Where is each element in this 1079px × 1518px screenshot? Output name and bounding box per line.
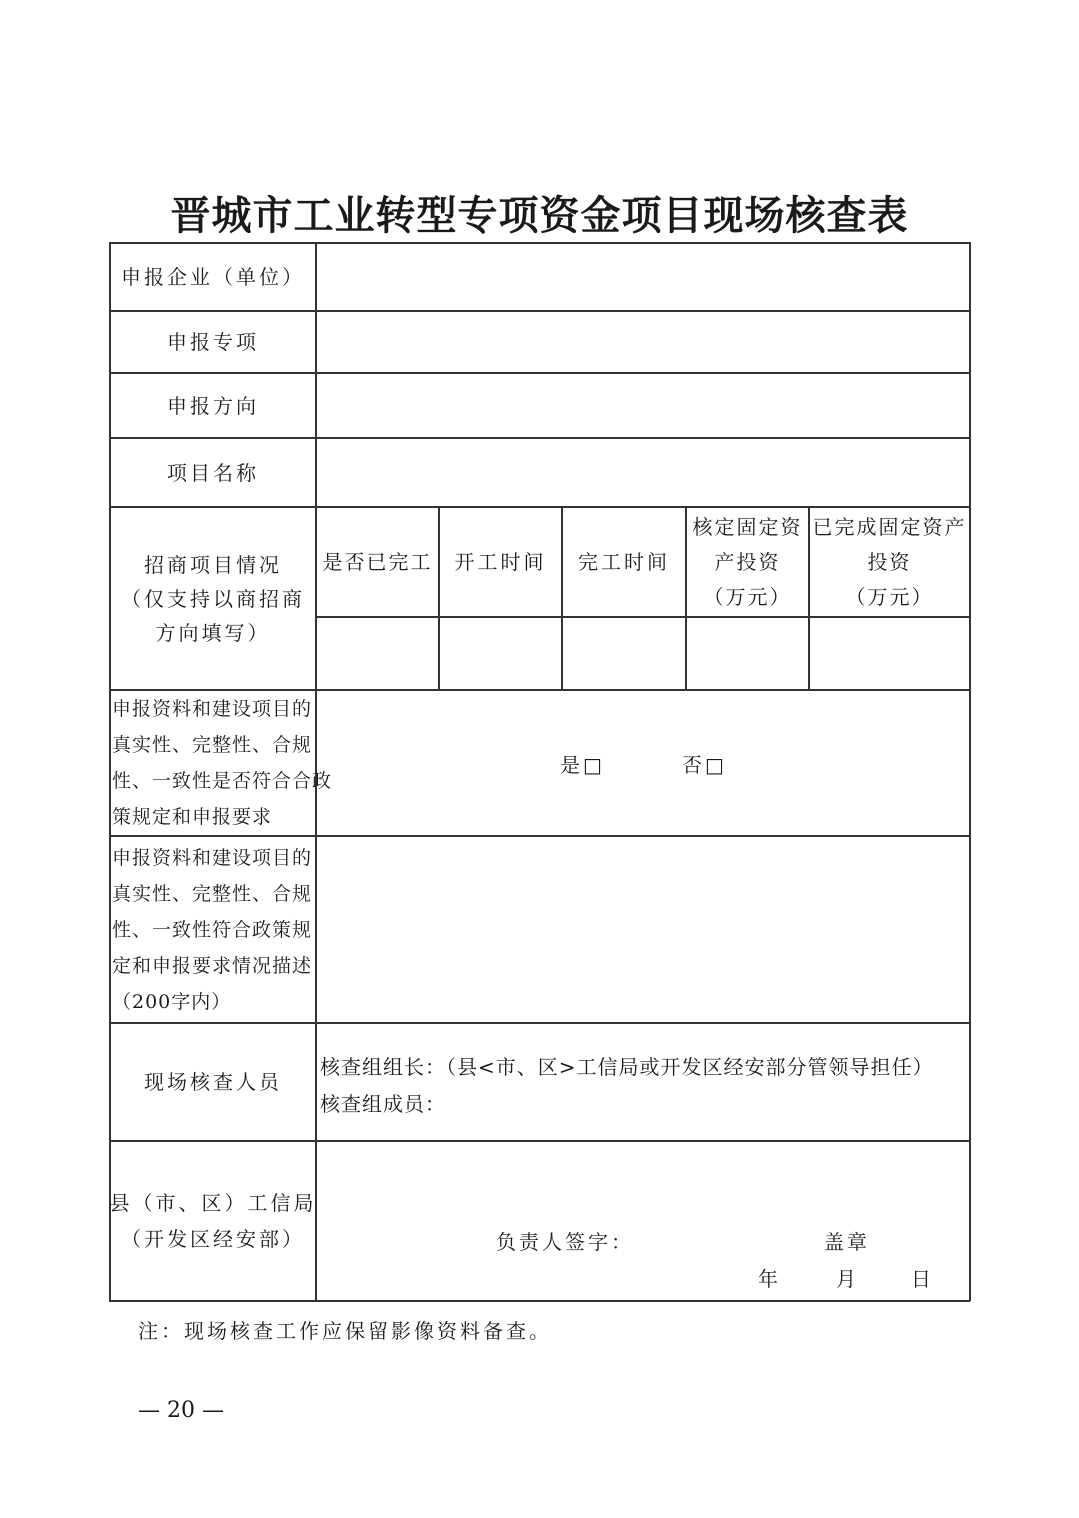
description-field[interactable] [317,837,969,1022]
start-time-field[interactable] [440,618,561,689]
approved-investment-field[interactable] [687,618,808,689]
description-label-line: 定和申报要求情况描述 [112,954,313,977]
applicant-label [111,244,315,310]
description-label [112,837,315,1022]
col-finish-header [563,508,685,616]
direction-field[interactable] [317,374,969,437]
table-border-bottom [109,1300,970,1302]
col-completed-text: 是否已完工 [322,550,433,574]
special-item-label [111,312,315,372]
done-investment-field[interactable] [810,618,969,689]
project-name-field[interactable] [317,439,969,506]
no-checkbox-label: 否□ [682,753,727,777]
description-label-line: 真实性、完整性、合规 [112,882,313,905]
compliance-label [112,691,333,835]
investment-label-line: （仅支持以商招商 [121,586,305,611]
special-item-field[interactable] [317,312,969,372]
description-label-line: 性、一致性符合政策规 [112,918,313,941]
investment-label-line: 招商项目情况 [144,552,282,577]
col-done-line: 已完成固定资产 [812,514,967,539]
yes-checkbox-label: 是□ [560,753,605,777]
direction-label-text: 申报方向 [167,393,259,418]
col-completed-header [317,508,438,616]
inspection-leader-line: 核查组组长：（县<市、区>工信局或开发区经安部分管领导担任） [320,1055,934,1079]
table-border-right [969,242,971,1301]
inspectors-label [111,1024,315,1140]
col-finish-text: 完工时间 [578,550,670,574]
applicant-label-text: 申报企业（单位） [121,265,305,289]
no-checkbox[interactable] [682,750,727,780]
bureau-label-line: 县（市、区）工信局 [109,1191,317,1215]
bureau-label [111,1142,315,1300]
special-item-label-text: 申报专项 [167,330,259,354]
applicant-field[interactable] [317,244,969,310]
compliance-label-line: 性、一致性是否符合合政 [112,770,333,792]
col-start-header [440,508,561,616]
col-approved-line: 核定固定资 [692,514,803,539]
yes-checkbox[interactable] [560,750,605,780]
project-name-label-text: 项目名称 [167,460,259,485]
compliance-label-line: 策规定和申报要求 [112,806,273,828]
col-approved-line: （万元） [703,584,792,609]
seal-label: 盖章 [824,1230,870,1254]
finish-time-field[interactable] [563,618,685,689]
bureau-label-line: （开发区经安部） [121,1227,305,1251]
completed-value-field[interactable] [317,618,438,689]
footnote: 注：现场核查工作应保留影像资料备查。 [138,1319,552,1343]
col-done-header [810,508,969,616]
project-name-label [111,439,315,506]
investment-label-line: 方向填写） [155,620,271,645]
year-label: 年 [758,1267,781,1291]
col-done-line: （万元） [845,584,934,609]
signature-label: 负责人签字： [496,1230,634,1254]
day-label: 日 [911,1267,934,1291]
compliance-label-line: 申报资料和建设项目的 [112,698,313,720]
col-approved-line: 产投资 [714,549,781,574]
investment-label [111,508,315,689]
page-number: — 20 — [138,1398,224,1423]
description-label-line: 申报资料和建设项目的 [112,846,313,869]
col-done-line: 投资 [867,549,912,574]
col-start-text: 开工时间 [454,550,547,574]
col-approved-header [687,508,808,616]
inspectors-label-text: 现场核查人员 [144,1070,282,1094]
page-title: 晋城市工业转型专项资金项目现场核查表 [170,192,909,239]
compliance-label-line: 真实性、完整性、合规 [112,734,313,756]
inspection-members-line: 核查组成员： [320,1092,446,1116]
direction-label [111,374,315,437]
description-label-line: （200字内） [112,990,232,1013]
month-label: 月 [836,1267,859,1291]
